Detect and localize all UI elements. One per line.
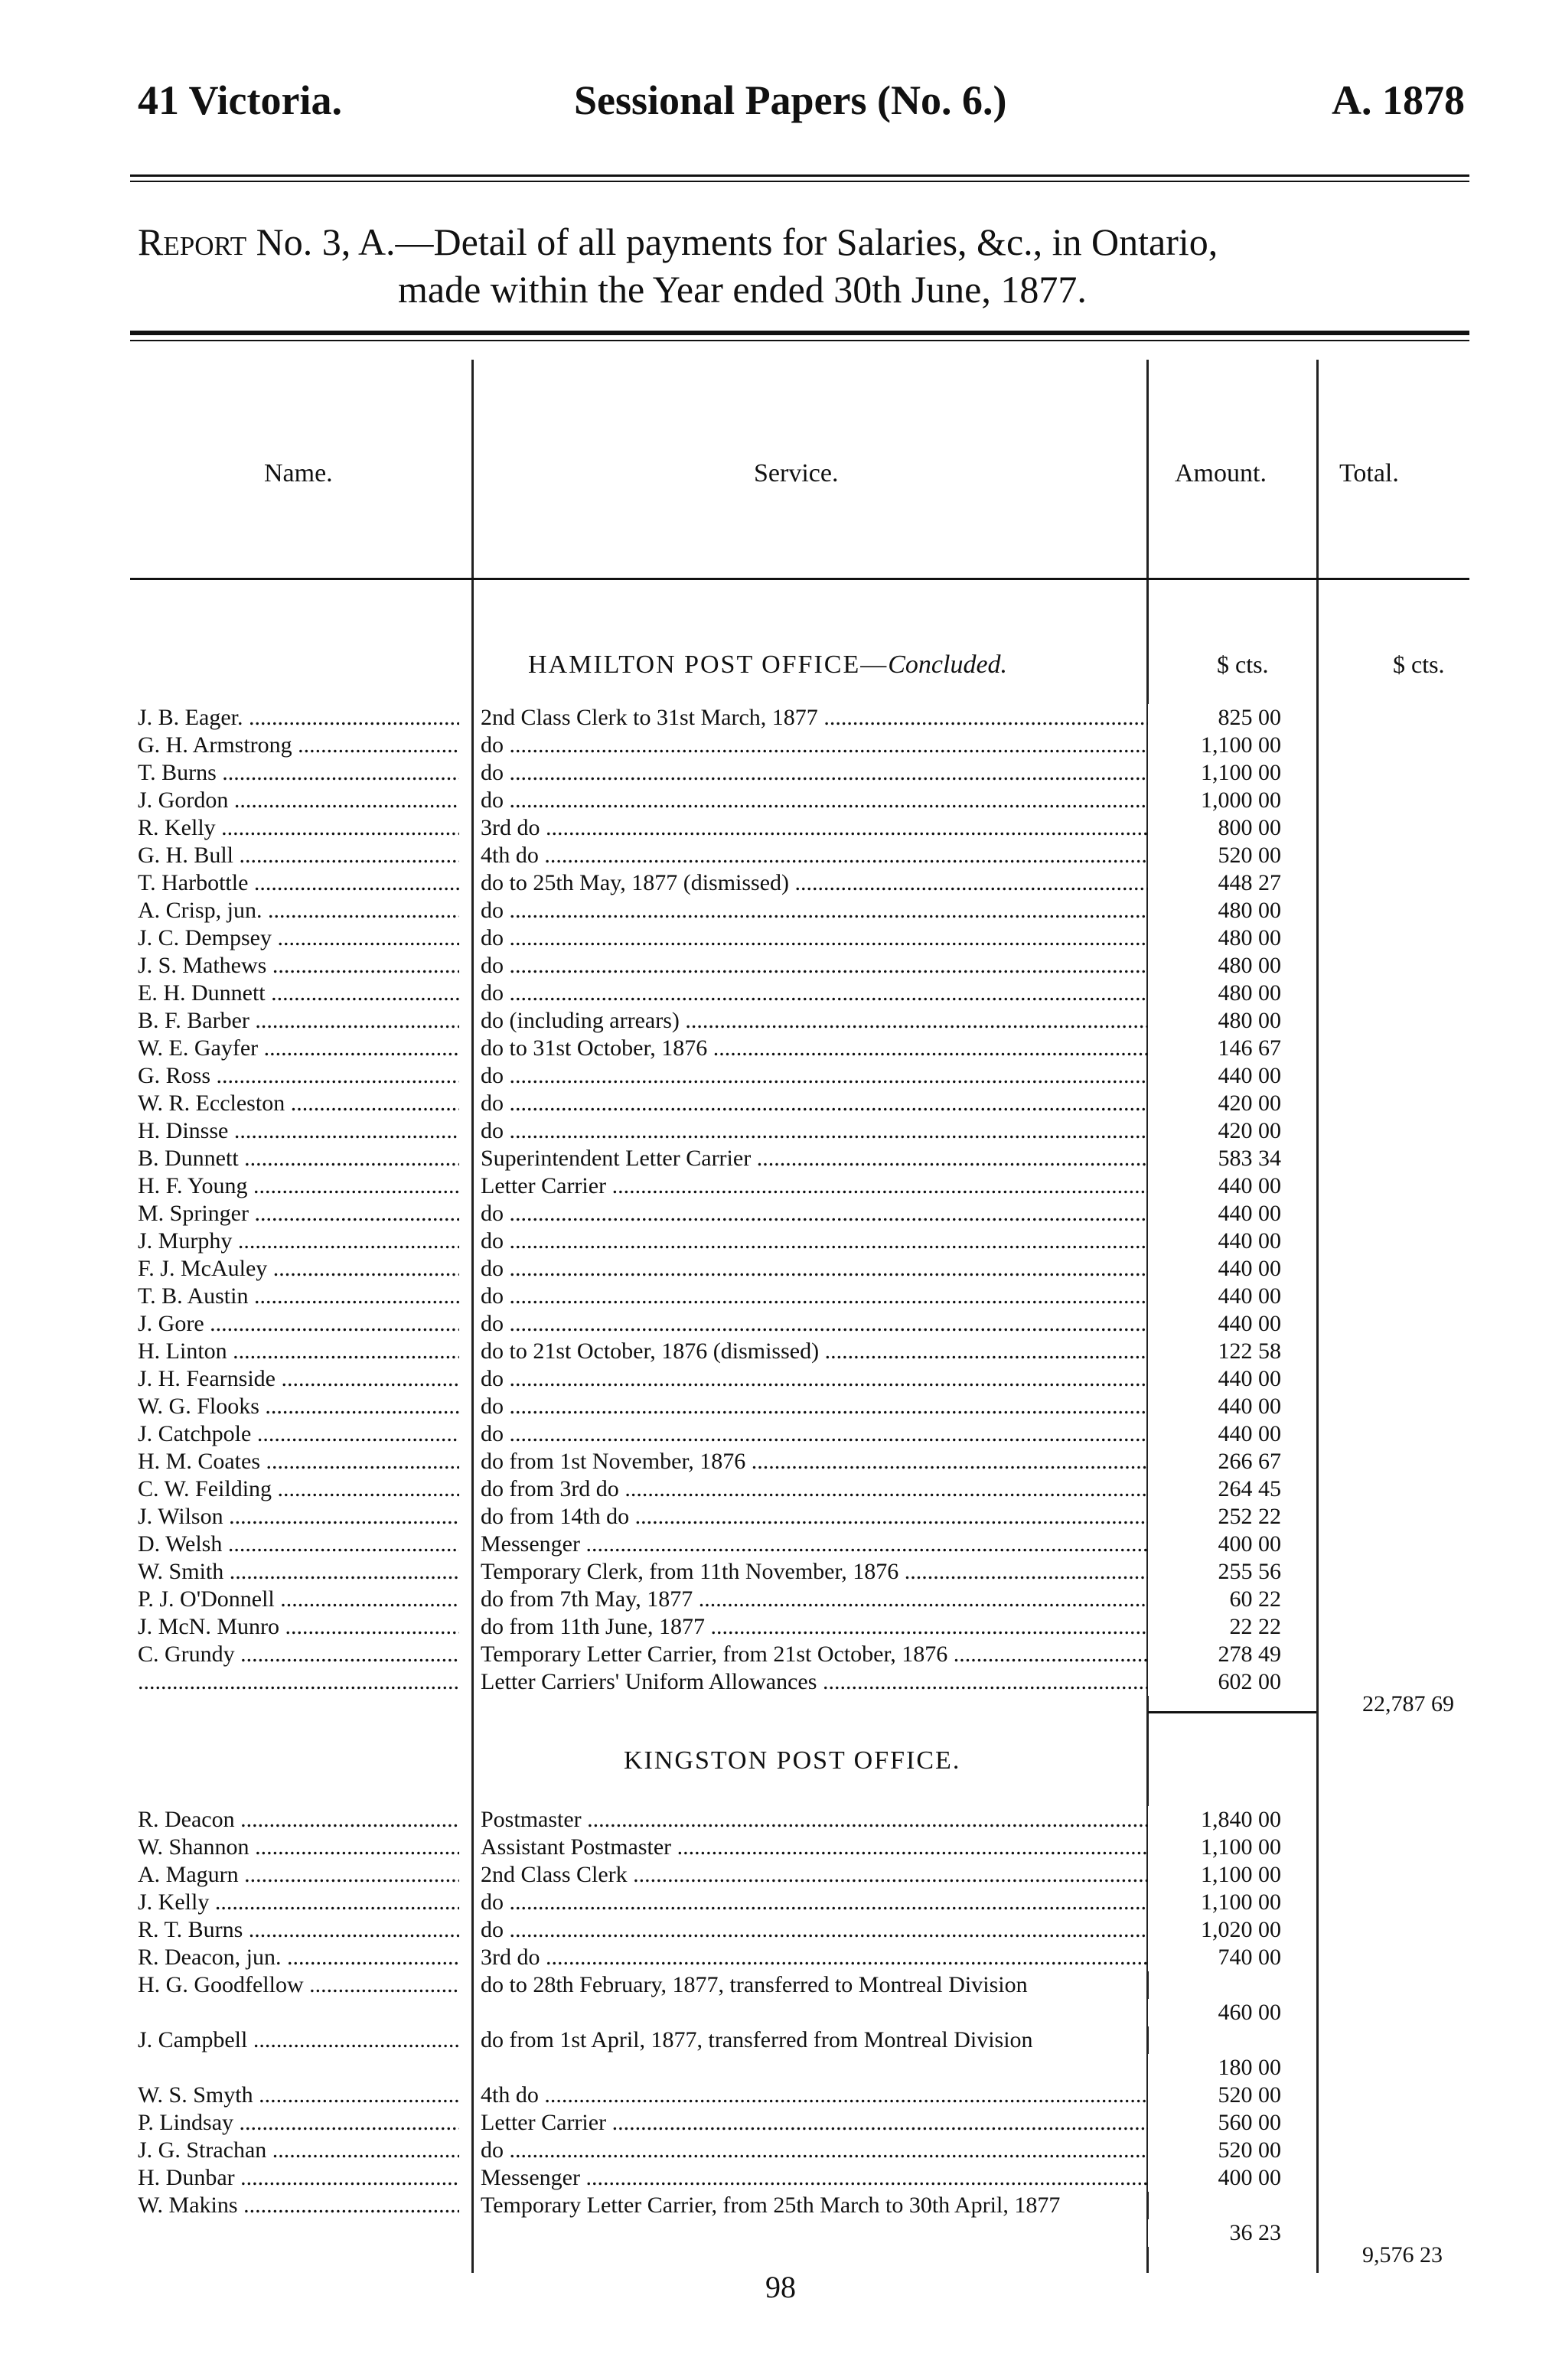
report-title-line1: No. 3, A.—Detail of all payments for Salaries, &c., in Ontario, [246, 220, 1218, 263]
service-description: do to 25th May, 1877 (dismissed) ..... [481, 869, 1277, 897]
payment-amount: 36 23 [1148, 2219, 1281, 2247]
service-description: Postmaster ..... [481, 1806, 1277, 1834]
payee-name: H. Dinsse ..... [138, 1117, 459, 1145]
payee-name: M. Springer ..... [138, 1200, 459, 1227]
service-description: do ..... [481, 1255, 1277, 1283]
payment-amount: 1,100 00 [1148, 1834, 1281, 1861]
payee-name: J. McN. Munro ..... [138, 1613, 459, 1641]
service-description: do ..... [481, 980, 1277, 1007]
table-row [138, 2192, 1332, 2247]
payee-name: H. G. Goodfellow ..... [138, 1971, 459, 1999]
payment-amount: 1,100 00 [1148, 759, 1281, 787]
service-description: Letter Carrier ..... [481, 1172, 1277, 1200]
table-row [138, 842, 1332, 869]
table-row [138, 1007, 1332, 1035]
payment-amount: 740 00 [1148, 1944, 1281, 1971]
header-volume: 41 Victoria. [138, 77, 342, 123]
table-row [138, 759, 1332, 787]
payment-amount: 440 00 [1148, 1172, 1281, 1200]
payee-name: A. Magurn ..... [138, 1861, 459, 1889]
payment-amount: 583 34 [1148, 1145, 1281, 1172]
table-row [138, 787, 1332, 814]
service-description: 2nd Class Clerk ..... [481, 1861, 1277, 1889]
table-row [138, 1944, 1332, 1971]
service-description: 4th do ..... [481, 842, 1277, 869]
payment-amount: 440 00 [1148, 1365, 1281, 1393]
table-row [138, 1806, 1332, 1834]
service-description: do ..... [481, 1310, 1277, 1338]
payment-amount: 1,840 00 [1148, 1806, 1281, 1834]
payee-name: J. H. Fearnside ..... [138, 1365, 459, 1393]
table-row [138, 1916, 1332, 1944]
hamilton-total: 22,787 69 [1362, 1691, 1454, 1717]
payment-amount: 1,000 00 [1148, 787, 1281, 814]
report-label: Report [138, 220, 247, 263]
table-row [138, 1090, 1332, 1117]
table-row [138, 1971, 1332, 2026]
service-description: do (including arrears) ..... [481, 1007, 1277, 1035]
service-description: do ..... [481, 1062, 1277, 1090]
service-description: do ..... [481, 787, 1277, 814]
header-year: A. 1878 [1332, 77, 1465, 123]
kingston-rows [138, 1806, 1332, 2247]
payment-amount: 480 00 [1148, 980, 1281, 1007]
column-header-name: Name. [264, 459, 333, 487]
payee-name: J. S. Mathews ..... [138, 952, 459, 980]
service-description: do ..... [481, 1889, 1277, 1916]
table-row [138, 1338, 1332, 1365]
table-row [138, 1889, 1332, 1916]
payment-amount: 560 00 [1148, 2109, 1281, 2137]
payment-amount: 440 00 [1148, 1200, 1281, 1227]
payment-amount: 440 00 [1148, 1393, 1281, 1420]
payee-name: E. H. Dunnett ..... [138, 980, 459, 1007]
payee-name: C. W. Feilding ..... [138, 1475, 459, 1503]
header-title: Sessional Papers (No. 6.) [574, 77, 1007, 123]
table-row [138, 1503, 1332, 1531]
report-title [138, 218, 1500, 313]
service-description: do ..... [481, 1117, 1277, 1145]
service-description: Letter Carriers' Uniform Allowances ..... [481, 1668, 1277, 1696]
payee-name: J. B. Eager. ..... [138, 704, 459, 732]
payment-amount: 440 00 [1148, 1310, 1281, 1338]
payee-name: D. Welsh ..... [138, 1531, 459, 1558]
payee-name: T. Harbottle ..... [138, 869, 459, 897]
title-rule-thin [130, 340, 1469, 341]
table-row [138, 1283, 1332, 1310]
table-row [138, 1475, 1332, 1503]
payee-name: A. Crisp, jun. ..... [138, 897, 459, 924]
payee-name: R. Deacon ..... [138, 1806, 459, 1834]
payee-name: W. R. Eccleston ..... [138, 1090, 459, 1117]
payee-name: J. Catchpole ..... [138, 1420, 459, 1448]
service-description: do ..... [481, 1916, 1277, 1944]
section-heading-kingston: KINGSTON POST OFFICE. [624, 1746, 961, 1775]
payment-amount: 825 00 [1148, 704, 1281, 732]
table-row [138, 1586, 1332, 1613]
payee-name: W. S. Smyth ..... [138, 2082, 459, 2109]
payment-amount: 448 27 [1148, 869, 1281, 897]
service-description: do to 21st October, 1876 (dismissed) ..... [481, 1338, 1277, 1365]
payment-amount: 460 00 [1148, 1999, 1281, 2026]
table-row [138, 1035, 1332, 1062]
table-row [138, 952, 1332, 980]
service-description: Temporary Clerk, from 11th November, 1876 ..... [481, 1558, 1277, 1586]
table-row [138, 1365, 1332, 1393]
table-row [138, 980, 1332, 1007]
payee-name: T. B. Austin ..... [138, 1283, 459, 1310]
currency-label-amount: $ cts. [1217, 650, 1269, 678]
service-description: do ..... [481, 759, 1277, 787]
payee-name: W. E. Gayfer ..... [138, 1035, 459, 1062]
payee-name: J. Gordon ..... [138, 787, 459, 814]
payment-amount: 146 67 [1148, 1035, 1281, 1062]
table-row [138, 897, 1332, 924]
table-row [138, 2109, 1332, 2137]
table-row [138, 924, 1332, 952]
table-row [138, 1420, 1332, 1448]
payment-amount: 520 00 [1148, 2082, 1281, 2109]
service-description: do ..... [481, 952, 1277, 980]
table-row [138, 1448, 1332, 1475]
payee-name: P. J. O'Donnell ..... [138, 1586, 459, 1613]
payee-name: J. G. Strachan ..... [138, 2137, 459, 2164]
service-description: do from 1st November, 1876 ..... [481, 1448, 1277, 1475]
service-description: do from 7th May, 1877 ..... [481, 1586, 1277, 1613]
service-description: do ..... [481, 1200, 1277, 1227]
payee-name: J. Kelly ..... [138, 1889, 459, 1916]
payment-amount: 480 00 [1148, 897, 1281, 924]
service-description: do ..... [481, 1393, 1277, 1420]
service-description: do to 28th February, 1877, transferred to Montreal Division [481, 1972, 1028, 1997]
table-row [138, 1641, 1332, 1668]
page-number: 98 [765, 2270, 796, 2304]
service-description: do ..... [481, 1283, 1277, 1310]
payee-name: W. G. Flooks ..... [138, 1393, 459, 1420]
table-row [138, 704, 1332, 732]
payment-amount: 400 00 [1148, 2164, 1281, 2192]
payee-name: H. Dunbar ..... [138, 2164, 459, 2192]
service-description: Temporary Letter Carrier, from 25th March to 30th April, 1877 [481, 2193, 1061, 2218]
payment-amount: 800 00 [1148, 814, 1281, 842]
payee-name: J. Campbell ..... [138, 2026, 459, 2054]
payment-amount: 266 67 [1148, 1448, 1281, 1475]
table-row [138, 1172, 1332, 1200]
table-row [138, 814, 1332, 842]
service-description: do ..... [481, 897, 1277, 924]
table-row [138, 1861, 1332, 1889]
payment-amount: 440 00 [1148, 1062, 1281, 1090]
payee-name [138, 1668, 459, 1696]
payment-amount: 255 56 [1148, 1558, 1281, 1586]
table-row [138, 732, 1332, 759]
payment-amount: 22 22 [1148, 1613, 1281, 1641]
header-rule-thin [130, 181, 1469, 182]
payment-amount: 420 00 [1148, 1090, 1281, 1117]
payment-amount: 520 00 [1148, 2137, 1281, 2164]
title-rule [130, 331, 1469, 335]
payee-name: T. Burns ..... [138, 759, 459, 787]
payment-amount: 1,100 00 [1148, 1861, 1281, 1889]
payee-name: H. F. Young ..... [138, 1172, 459, 1200]
table-row [138, 1117, 1332, 1145]
payment-amount: 480 00 [1148, 952, 1281, 980]
service-description: Assistant Postmaster ..... [481, 1834, 1277, 1861]
payee-name: B. F. Barber ..... [138, 1007, 459, 1035]
table-row [138, 869, 1332, 897]
service-description: do ..... [481, 1365, 1277, 1393]
payee-name: J. Gore ..... [138, 1310, 459, 1338]
service-description: do ..... [481, 732, 1277, 759]
service-description: do ..... [481, 1420, 1277, 1448]
column-header-amount: Amount. [1175, 459, 1267, 487]
payment-amount: 1,100 00 [1148, 1889, 1281, 1916]
payment-amount: 60 22 [1148, 1586, 1281, 1613]
payee-name: H. Linton ..... [138, 1338, 459, 1365]
payment-amount: 180 00 [1148, 2054, 1281, 2082]
payee-name: W. Makins ..... [138, 2192, 459, 2219]
payment-amount: 480 00 [1148, 1007, 1281, 1035]
payee-name: J. Murphy ..... [138, 1227, 459, 1255]
payee-name: G. Ross ..... [138, 1062, 459, 1090]
service-description: do ..... [481, 1090, 1277, 1117]
currency-label-total: $ cts. [1393, 650, 1445, 678]
payment-amount: 252 22 [1148, 1503, 1281, 1531]
payee-name: W. Smith ..... [138, 1558, 459, 1586]
payee-name: R. Deacon, jun. ..... [138, 1944, 459, 1971]
table-row [138, 1227, 1332, 1255]
table-row [138, 2137, 1332, 2164]
table-row [138, 1145, 1332, 1172]
payment-amount: 440 00 [1148, 1420, 1281, 1448]
payee-name: R. T. Burns ..... [138, 1916, 459, 1944]
service-description: do ..... [481, 2137, 1277, 2164]
payment-amount: 440 00 [1148, 1255, 1281, 1283]
table-row [138, 1558, 1332, 1586]
payment-amount: 420 00 [1148, 1117, 1281, 1145]
column-header-rule [130, 578, 1469, 580]
payee-name: W. Shannon ..... [138, 1834, 459, 1861]
payee-name: H. M. Coates ..... [138, 1448, 459, 1475]
payee-name: G. H. Bull ..... [138, 842, 459, 869]
service-description: do to 31st October, 1876 ..... [481, 1035, 1277, 1062]
service-description: Temporary Letter Carrier, from 21st October, 1876 ..... [481, 1641, 1277, 1668]
payee-name: C. Grundy ..... [138, 1641, 459, 1668]
service-description: Superintendent Letter Carrier ..... [481, 1145, 1277, 1172]
payment-amount: 264 45 [1148, 1475, 1281, 1503]
service-description: 2nd Class Clerk to 31st March, 1877 ..... [481, 704, 1277, 732]
payment-amount: 1,100 00 [1148, 732, 1281, 759]
service-description: do from 11th June, 1877 ..... [481, 1613, 1277, 1641]
table-row [138, 2082, 1332, 2109]
table-row [138, 1834, 1332, 1861]
service-description: 3rd do ..... [481, 814, 1277, 842]
service-description: do from 3rd do ..... [481, 1475, 1277, 1503]
payment-amount: 440 00 [1148, 1283, 1281, 1310]
payment-amount: 400 00 [1148, 1531, 1281, 1558]
service-description: Messenger ..... [481, 2164, 1277, 2192]
service-description: Messenger ..... [481, 1531, 1277, 1558]
payee-name: R. Kelly ..... [138, 814, 459, 842]
payee-name: P. Lindsay ..... [138, 2109, 459, 2137]
service-description: do from 1st April, 1877, transferred from Montreal Division [481, 2027, 1033, 2052]
table-row [138, 1310, 1332, 1338]
table-row [138, 1062, 1332, 1090]
table-row [138, 1200, 1332, 1227]
service-description: 4th do ..... [481, 2082, 1277, 2109]
table-row [138, 1668, 1332, 1696]
service-description: Letter Carrier ..... [481, 2109, 1277, 2137]
payment-amount: 1,020 00 [1148, 1916, 1281, 1944]
hamilton-subtotal-rule [1148, 1711, 1316, 1713]
service-description: do from 14th do ..... [481, 1503, 1277, 1531]
table-row [138, 1531, 1332, 1558]
table-row [138, 2164, 1332, 2192]
payee-name: B. Dunnett ..... [138, 1145, 459, 1172]
payee-name: J. C. Dempsey ..... [138, 924, 459, 952]
payment-amount: 520 00 [1148, 842, 1281, 869]
report-title-line2: made within the Year ended 30th June, 1877. [398, 268, 1087, 311]
column-header-service: Service. [754, 459, 839, 487]
payment-amount: 278 49 [1148, 1641, 1281, 1668]
table-row [138, 1613, 1332, 1641]
table-row [138, 2026, 1332, 2082]
service-description: do ..... [481, 924, 1277, 952]
kingston-total: 9,576 23 [1362, 2242, 1443, 2268]
payment-amount: 440 00 [1148, 1227, 1281, 1255]
payment-amount: 480 00 [1148, 924, 1281, 952]
section-heading-hamilton: HAMILTON POST OFFICE—Concluded. [528, 650, 1008, 679]
header-rule [130, 174, 1469, 177]
hamilton-rows [138, 704, 1332, 1696]
table-row [138, 1255, 1332, 1283]
column-header-total: Total. [1339, 459, 1399, 487]
service-description: do ..... [481, 1227, 1277, 1255]
payment-amount: 122 58 [1148, 1338, 1281, 1365]
service-description: 3rd do ..... [481, 1944, 1277, 1971]
table-row [138, 1393, 1332, 1420]
payment-amount: 602 00 [1148, 1668, 1281, 1696]
payee-name: F. J. McAuley ..... [138, 1255, 459, 1283]
payee-name: G. H. Armstrong ..... [138, 732, 459, 759]
payee-name: J. Wilson ..... [138, 1503, 459, 1531]
